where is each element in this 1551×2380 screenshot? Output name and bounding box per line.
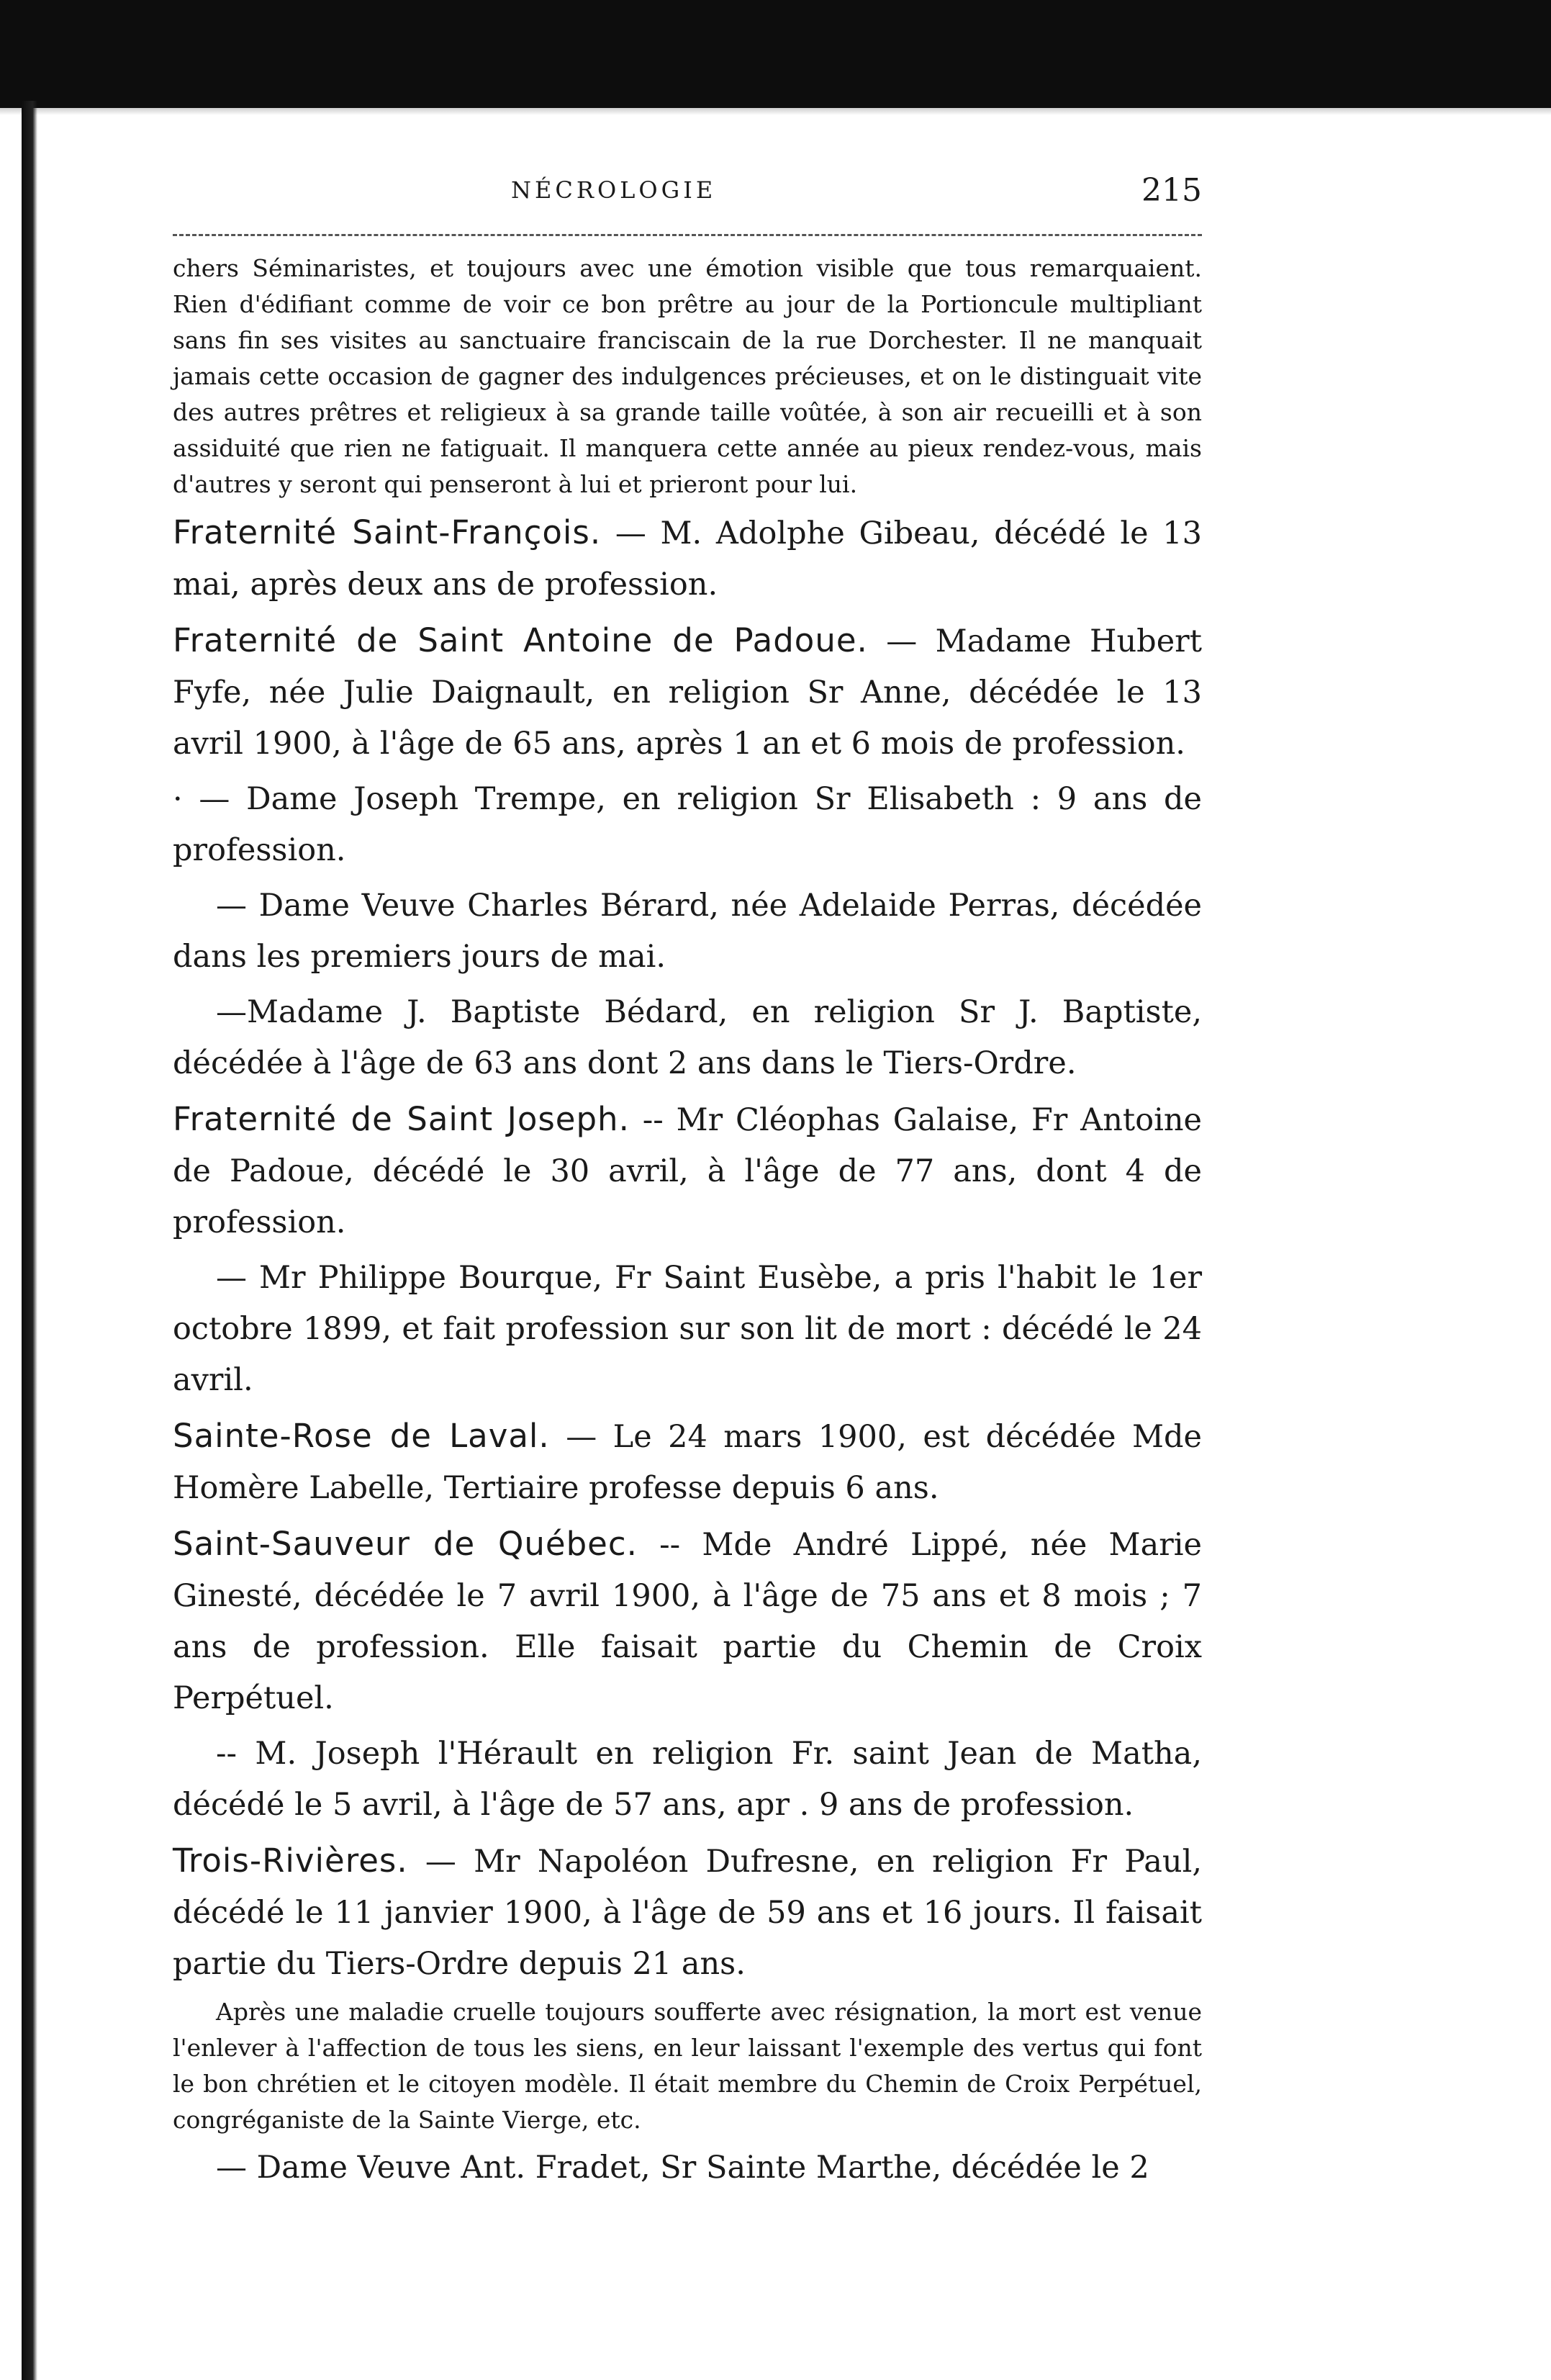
scan-border-left [22,101,37,2380]
scan-shadow [0,79,1551,115]
paragraph [173,1094,1202,1248]
running-title: NÉCROLOGIE [511,176,717,204]
section-heading: Saint-Sauveur de Québec. [173,1525,638,1563]
paragraph-text: -- Mr Cléophas Galaise, Fr Antoine de Padoue, décédé le 30 avril, à l'âge de 77 ans, dont 4 de profession. [173,1102,1202,1240]
paragraph [173,774,1202,876]
paragraph [173,1410,1202,1514]
paragraph-text: — Dame Veuve Ant. Fradet, Sr Sainte Marthe, décédée le 2 [216,2150,1149,2186]
paragraph [173,507,1202,610]
page-header [173,172,1202,220]
paragraph-text: -- M. Joseph l'Hérault en religion Fr. saint Jean de Matha, décédé le 5 avril, à l'âge de 57 ans, apr . 9 ans de profession. [173,1736,1202,1823]
paragraph [173,251,1202,502]
paragraph-text: -- Mde André Lippé, née Marie Ginesté, décédée le 7 avril 1900, à l'âge de 75 ans et 8 mois ; 7 ans de profession. Elle faisait partie du Chemin de Croix Perpétuel. [173,1527,1202,1716]
page-body [173,251,1202,2194]
header-rule [173,234,1202,236]
paragraph-text: — Le 24 mars 1900, est décédée Mde Homère Labelle, Tertiaire professe depuis 6 ans. [173,1419,1203,1506]
paragraph-text: — M. Adolphe Gibeau, décédé le 13 mai, après deux ans de profession. [173,515,1202,603]
paragraph [173,880,1202,983]
paragraph-text: — Mr Napoléon Dufresne, en religion Fr Paul, décédé le 11 janvier 1900, à l'âge de 59 ans et 16 jours. Il faisait partie du Tiers-Ordre depuis 21 ans. [173,1844,1202,1982]
section-heading: Fraternité de Saint Joseph. [173,1100,630,1138]
paragraph-text: — Madame Hubert Fyfe, née Julie Daignault, en religion Sr Anne, décédée le 13 avril 1900, à l'âge de 65 ans, après 1 an et 6 mois de profession. [173,623,1202,762]
section-heading: Fraternité Saint-François. [173,513,602,551]
paragraph-text: · — Dame Joseph Trempe, en religion Sr Elisabeth : 9 ans de profession. [173,781,1202,868]
section-heading: Sainte-Rose de Laval. [173,1417,550,1455]
paragraph [173,1728,1202,1831]
section-heading: Fraternité de Saint Antoine de Padoue. [173,621,868,659]
paragraph [173,1994,1202,2138]
paragraph [173,2142,1202,2194]
paragraph [173,987,1202,1089]
paragraph [173,615,1202,770]
paragraph-text: Après une maladie cruelle toujours soufferte avec résignation, la mort est venue l'enlever à l'affection de tous les siens, en leur laissant l'exemple des vertus qui font le bon chrétien et le citoyen modèle. Il était membre du Chemin de Croix Perpétuel, congréganiste de la Sainte Vierge, etc. [173,1998,1202,2134]
paragraph-text: — Dame Veuve Charles Bérard, née Adelaide Perras, décédée dans les premiers jours de mai. [173,888,1202,975]
page-number: 215 [1141,172,1202,209]
paragraph [173,1518,1202,1724]
paragraph-text: — Mr Philippe Bourque, Fr Saint Eusèbe, a pris l'habit le 1er octobre 1899, et fait profession sur son lit de mort : décédé le 24 avril. [173,1260,1202,1398]
paragraph [173,1835,1202,1990]
paragraph-text: chers Séminaristes, et toujours avec une émotion visible que tous remarquaient. Rien d'édifiant comme de voir ce bon prêtre au jour de la Portioncule multipliant sans fin ses visites au sanctuaire franciscain de la rue Dorchester. Il ne manquait jamais cette occasion de gagner des indulgences précieuses, et on le distinguait vite des autres prêtres et religieux à sa grande taille voûtée, à son air recueilli et à son assiduité que rien ne fatiguait. Il manquera cette année au pieux rendez-vous, mais d'autres y seront qui penseront à lui et prieront pour lui. [173,254,1202,498]
section-heading: Trois-Rivières. [173,1842,408,1880]
paragraph-text: —Madame J. Baptiste Bédard, en religion Sr J. Baptiste, décédée à l'âge de 63 ans dont 2 ans dans le Tiers-Ordre. [173,994,1202,1081]
paragraph [173,1253,1202,1406]
